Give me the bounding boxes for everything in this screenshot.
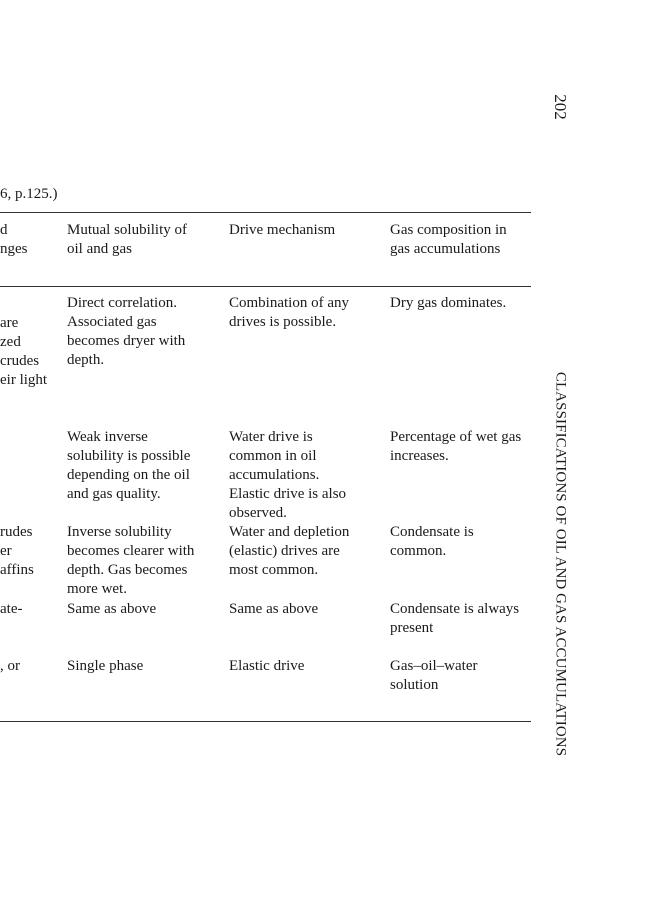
row2-gas: Percentage of wet gas increases. [390, 429, 522, 464]
table-caption-fragment: 6, p.125.) [0, 186, 58, 202]
row3-col0-line: rudes [0, 524, 33, 540]
page-number [549, 92, 571, 122]
header-drive-mechanism: Drive mechanism [229, 222, 336, 238]
header-col0-line: d [0, 222, 8, 238]
row4-col0-line: ate- [0, 601, 23, 617]
row1-col0-line: zed [0, 334, 21, 350]
header-gas-composition: Gas composition in gas accumulations [390, 222, 507, 257]
running-head [549, 347, 571, 781]
row1-col0-line: eir light [0, 372, 48, 388]
row2-solubility: Weak inverse solubility is possible depending on the oil and gas quality. [67, 429, 191, 502]
row4-drive: Same as above [229, 601, 319, 617]
running-head-text: CLASSIFICATIONS OF OIL AND GAS ACCUMULATIONS [552, 371, 569, 757]
row3-solubility: Inverse solubility becomes clearer with depth. Gas becomes more wet. [67, 524, 195, 597]
row1-gas: Dry gas dominates. [390, 295, 507, 311]
row3-drive: Water and depletion (elastic) drives are most common. [229, 524, 350, 578]
row3-gas: Condensate is common. [390, 524, 474, 559]
row4-solubility: Same as above [67, 601, 157, 617]
row2-drive: Water drive is common in oil accumulations. Elastic drive is also observed. [229, 429, 347, 521]
row1-col0-line: crudes [0, 353, 40, 369]
row1-col0-line: are [0, 315, 19, 331]
table-header-rule [0, 286, 531, 287]
row3-col0-line: affins [0, 562, 34, 578]
row4-gas: Condensate is always present [390, 601, 520, 636]
table-bottom-rule [0, 721, 531, 722]
row5-drive: Elastic drive [229, 658, 305, 674]
page-number-text: 202 [551, 94, 570, 120]
row5-col0-line: , or [0, 658, 20, 674]
row3-col0-line: er [0, 543, 12, 559]
row5-gas: Gas–oil–water solution [390, 658, 478, 693]
row1-drive: Combination of any drives is possible. [229, 295, 349, 330]
row1-solubility: Direct correlation. Associated gas becomes dryer with depth. [67, 295, 186, 368]
table-top-rule [0, 212, 531, 213]
row5-solubility: Single phase [67, 658, 144, 674]
header-mutual-solubility: Mutual solubility of oil and gas [67, 222, 187, 257]
header-col0-line: nges [0, 241, 28, 257]
